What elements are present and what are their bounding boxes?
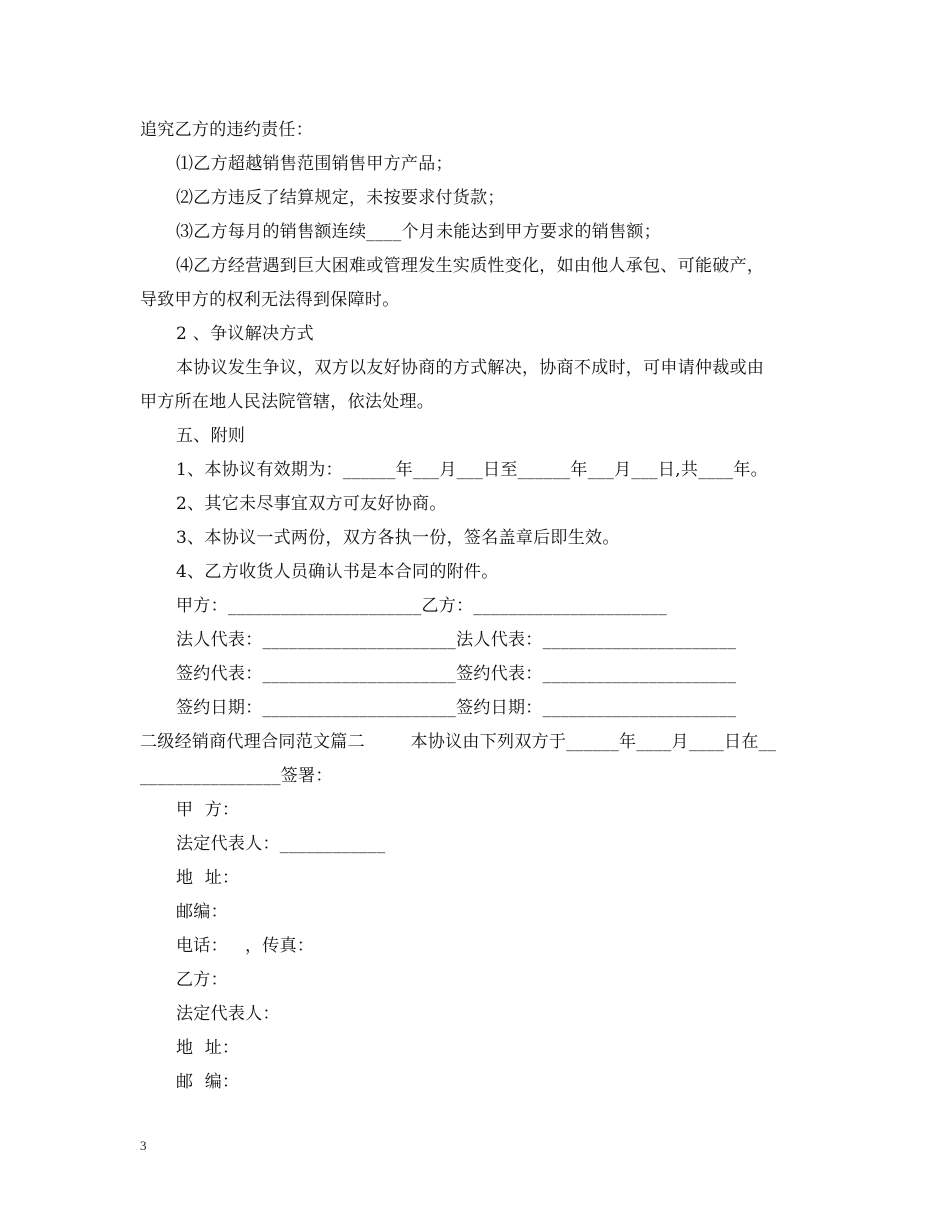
text-line: ⑵乙方违反了结算规定，未按要求付货款； xyxy=(176,188,505,208)
signature-line: 法人代表：______________________法人代表：______________________ xyxy=(176,630,737,650)
text-line: ________________签署： xyxy=(140,766,333,786)
text-line: ⑶乙方每月的销售额连续____个月未能达到甲方要求的销售额； xyxy=(176,222,661,242)
party-field: 法定代表人： xyxy=(176,1004,280,1024)
text-line: 导致甲方的权利无法得到保障时。 xyxy=(140,290,400,310)
party-field: 甲 方： xyxy=(176,800,240,820)
signature-line: 签约日期：______________________签约日期：______________________ xyxy=(176,698,737,718)
party-field: 乙方： xyxy=(176,970,228,990)
party-field: 地 址： xyxy=(176,1038,240,1058)
signature-line: 甲方：______________________乙方：______________________ xyxy=(176,596,667,616)
page-number: 3 xyxy=(140,1138,147,1153)
text-line: 甲方所在地人民法院管辖，依法处理。 xyxy=(140,392,435,412)
party-field: 邮 编： xyxy=(176,1072,240,1092)
text-line: 3、本协议一式两份，双方各执一份，签名盖章后即生效。 xyxy=(176,528,620,548)
section-title-line: 二级经销商代理合同范文篇二 本协议由下列双方于______年____月____日在__ xyxy=(140,732,777,752)
signature-line: 签约代表：______________________签约代表：______________________ xyxy=(176,664,737,684)
party-field: 电话： ，传真： xyxy=(176,936,315,956)
party-field: 邮编： xyxy=(176,902,228,922)
section-heading: 2 、争议解决方式 xyxy=(176,324,314,344)
party-field: 法定代表人：____________ xyxy=(176,834,386,854)
party-field: 地 址： xyxy=(176,868,240,888)
text-line: 本协议发生争议，双方以友好协商的方式解决，协商不成时，可申请仲裁或由 xyxy=(176,358,765,378)
text-line: ⑴乙方超越销售范围销售甲方产品； xyxy=(176,154,453,174)
text-line: 1、本协议有效期为：______年___月___日至______年___月___日,共____年。 xyxy=(176,460,768,480)
text-line: 4、乙方收货人员确认书是本合同的附件。 xyxy=(176,562,499,582)
text-line: 追究乙方的违约责任： xyxy=(140,120,313,140)
text-line: 2、其它未尽事宜双方可友好协商。 xyxy=(176,494,447,514)
section-heading: 五、附则 xyxy=(176,426,246,446)
text-line: ⑷乙方经营遇到巨大困难或管理发生实质性变化，如由他人承包、可能破产， xyxy=(176,256,765,276)
